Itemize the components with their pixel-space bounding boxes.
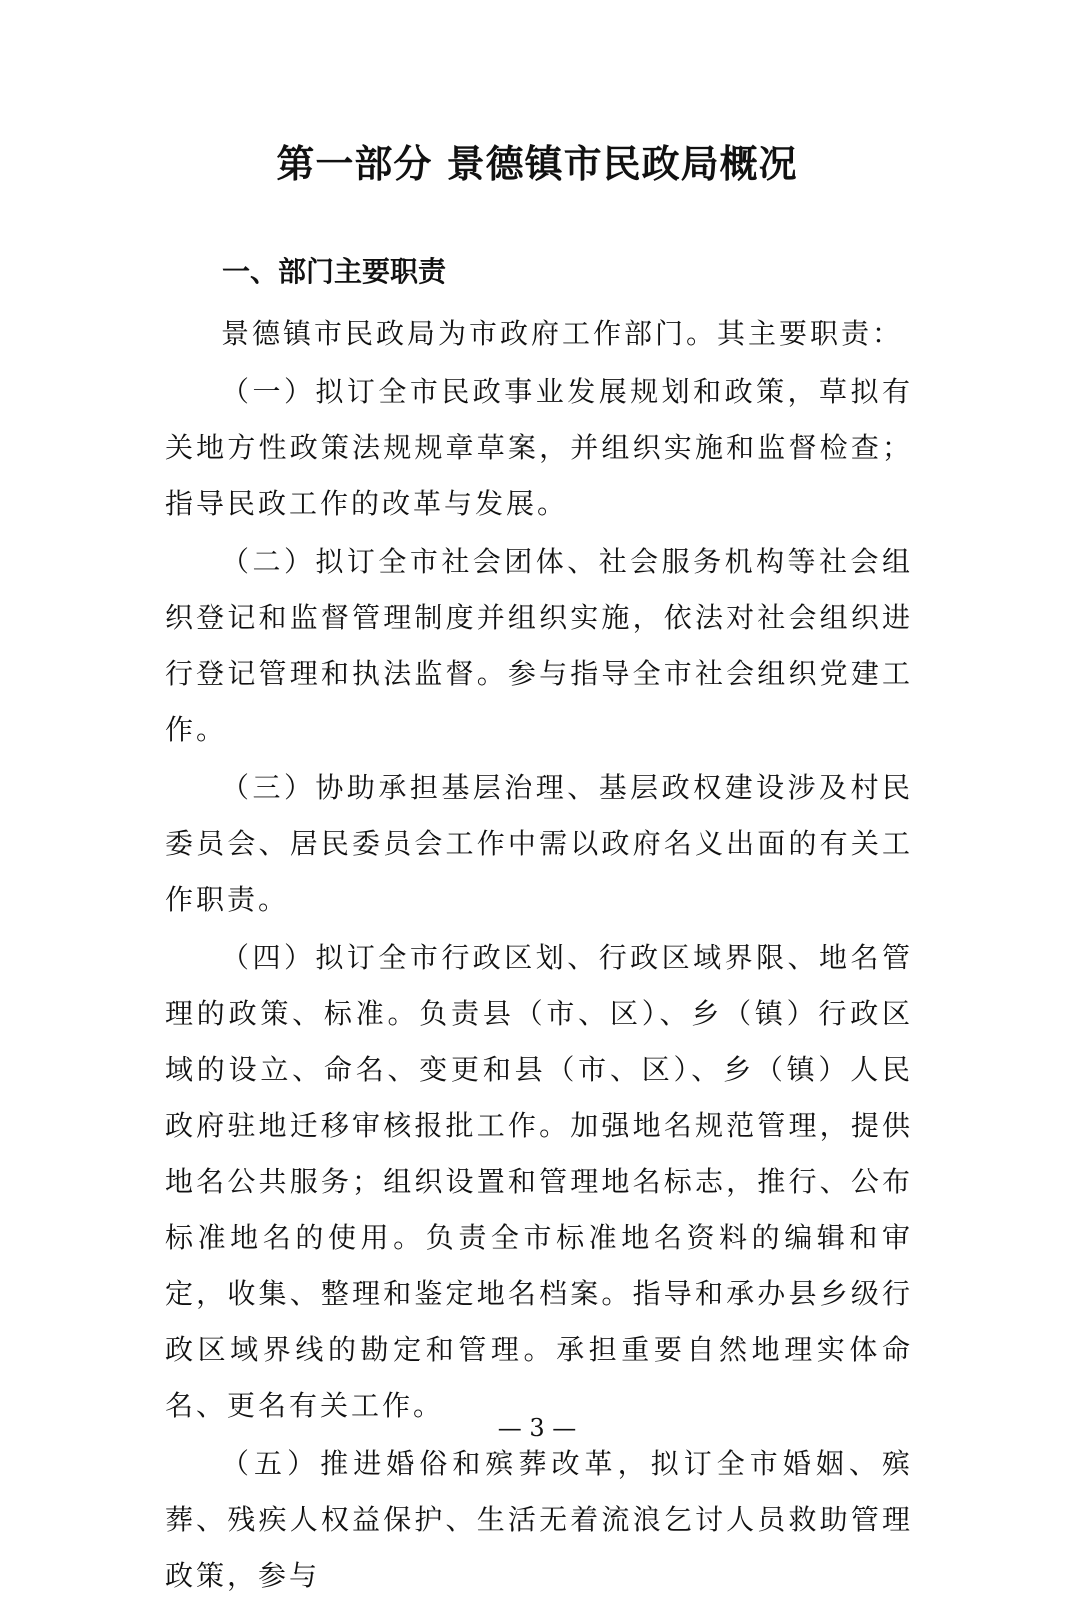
- paragraph-duty-2: （二）拟订全市社会团体、社会服务机构等社会组织登记和监督管理制度并组织实施，依法对社会组织进行登记管理和执法监督。参与指导全市社会组织党建工作。: [165, 545, 913, 746]
- paragraph-duty-4: （四）拟订全市行政区划、行政区域界限、地名管理的政策、标准。负责县（市、区）、乡（镇）行政区域的设立、命名、变更和县（市、区）、乡（镇）人民政府驻地迁移审核报批工作。加强地名规范管理，提供地名公共服务；组织设置和管理地名标志，推行、公布标准地名的使用。负责全市标准地名资料的编辑和审定，收集、整理和鉴定地名档案。指导和承办县乡级行政区域界线的勘定和管理。承担重要自然地理实体命名、更名有关工作。: [165, 941, 913, 1422]
- paragraph-intro: 景德镇市民政局为市政府工作部门。其主要职责：: [221, 317, 904, 350]
- page-number: — 3 —: [497, 1414, 577, 1442]
- paragraph-duty-1: （一）拟订全市民政事业发展规划和政策，草拟有关地方性政策法规规章草案，并组织实施和监督检查；指导民政工作的改革与发展。: [165, 375, 913, 520]
- page-title: 第一部分 景德镇市民政局概况: [276, 142, 798, 186]
- section-heading: 一、部门主要职责: [222, 255, 447, 288]
- paragraph-duty-3: （三）协助承担基层治理、基层政权建设涉及村民委员会、居民委员会工作中需以政府名义出面的有关工作职责。: [165, 771, 913, 916]
- paragraph-duty-5: （五）推进婚俗和殡葬改革，拟订全市婚姻、殡葬、残疾人权益保护、生活无着流浪乞讨人员救助管理政策，参与: [165, 1447, 913, 1592]
